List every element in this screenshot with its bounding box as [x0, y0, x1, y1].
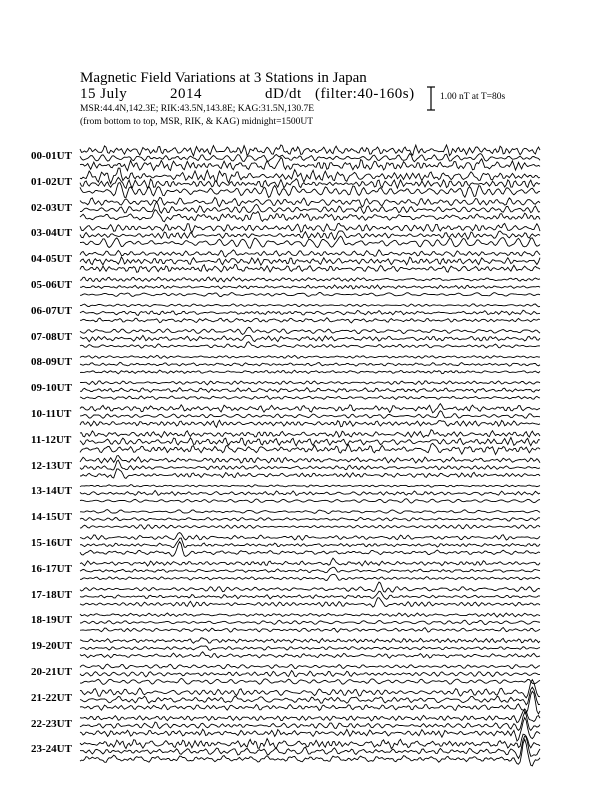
station-coordinates: MSR:44.4N,142.3E; RIK:43.5N,143.8E; KAG:31.5N,130.7E — [80, 104, 315, 114]
hour-label: 14-15UT — [31, 511, 72, 524]
hour-label: 02-03UT — [31, 201, 72, 214]
date-day: 15 July — [80, 86, 128, 102]
trace-rik-15-16UT — [80, 538, 540, 548]
trace-rik-00-01UT — [80, 154, 540, 162]
hour-label: 17-18UT — [31, 588, 72, 601]
trace-msr-11-12UT — [80, 443, 540, 454]
trace-kag-09-10UT — [80, 381, 540, 385]
trace-msr-12-13UT — [80, 469, 540, 478]
hour-label: 15-16UT — [31, 537, 72, 549]
trace-kag-01-02UT — [80, 168, 540, 183]
trace-rik-07-08UT — [80, 335, 540, 341]
station-order-note: (from bottom to top, MSR, RIK, & KAG) midnight=1500UT — [80, 117, 314, 127]
trace-msr-10-11UT — [80, 420, 540, 427]
chart-title: Magnetic Field Variations at 3 Stations in Japan — [80, 70, 367, 86]
trace-kag-05-06UT — [80, 277, 540, 282]
trace-msr-07-08UT — [80, 342, 540, 348]
trace-rik-23-24UT — [80, 736, 540, 758]
trace-kag-10-11UT — [80, 404, 540, 413]
hour-label: 09-10UT — [31, 382, 72, 395]
trace-msr-08-09UT — [80, 370, 540, 374]
trace-kag-13-14UT — [80, 485, 540, 488]
hour-label: 18-19UT — [31, 614, 72, 627]
trace-kag-06-07UT — [80, 304, 540, 307]
scale-bar — [427, 87, 435, 110]
trace-rik-13-14UT — [80, 491, 540, 496]
trace-kag-15-16UT — [80, 533, 540, 541]
hour-label: 12-13UT — [31, 459, 72, 472]
hour-label: 11-12UT — [31, 433, 72, 446]
trace-kag-07-08UT — [80, 327, 540, 334]
trace-kag-23-24UT — [80, 734, 540, 748]
trace-kag-11-12UT — [80, 430, 540, 438]
trace-msr-06-07UT — [80, 318, 540, 323]
trace-kag-16-17UT — [80, 558, 540, 566]
trace-msr-19-20UT — [80, 652, 540, 658]
hour-label: 16-17UT — [31, 562, 72, 575]
trace-rik-04-05UT — [80, 257, 540, 265]
trace-msr-03-04UT — [80, 236, 540, 248]
trace-kag-22-23UT — [80, 709, 540, 723]
hour-label: 19-20UT — [31, 640, 72, 653]
trace-kag-14-15UT — [80, 510, 540, 514]
trace-msr-00-01UT — [80, 157, 540, 170]
trace-msr-09-10UT — [80, 396, 540, 400]
trace-msr-15-16UT — [80, 542, 540, 557]
hour-label: 10-11UT — [31, 408, 72, 420]
trace-rik-05-06UT — [80, 285, 540, 289]
hour-label: 22-23UT — [31, 717, 72, 730]
trace-msr-18-19UT — [80, 628, 540, 633]
trace-kag-17-18UT — [80, 582, 540, 592]
trace-rik-09-10UT — [80, 388, 540, 393]
trace-kag-19-20UT — [80, 638, 540, 643]
trace-rik-11-12UT — [80, 438, 540, 446]
hour-label: 00-01UT — [31, 150, 72, 162]
trace-rik-22-23UT — [80, 712, 540, 730]
date-year: 2014 — [170, 86, 202, 102]
trace-rik-06-07UT — [80, 310, 540, 315]
trace-msr-13-14UT — [80, 499, 540, 503]
trace-msr-05-06UT — [80, 293, 540, 297]
trace-rik-20-21UT — [80, 671, 540, 677]
trace-msr-14-15UT — [80, 525, 540, 530]
trace-kag-02-03UT — [80, 197, 540, 207]
trace-rik-17-18UT — [80, 591, 540, 599]
hour-label: 06-07UT — [31, 304, 72, 317]
trace-kag-20-21UT — [80, 664, 540, 669]
trace-rik-14-15UT — [80, 517, 540, 521]
trace-kag-12-13UT — [80, 456, 540, 464]
hour-label: 20-21UT — [31, 666, 72, 678]
trace-rik-08-09UT — [80, 362, 540, 366]
hour-label: 04-05UT — [31, 253, 72, 266]
trace-msr-17-18UT — [80, 598, 540, 607]
hour-label: 21-22UT — [31, 691, 72, 704]
trace-msr-20-21UT — [80, 678, 540, 684]
hour-label: 23-24UT — [31, 743, 72, 756]
trace-kag-08-09UT — [80, 355, 540, 358]
trace-kag-03-04UT — [80, 223, 540, 232]
quantity-label: dD/dt — [265, 86, 302, 102]
trace-rik-03-04UT — [80, 231, 540, 240]
hour-label: 13-14UT — [31, 485, 72, 498]
trace-kag-00-01UT — [80, 145, 540, 156]
hour-label: 01-02UT — [31, 175, 72, 188]
hour-label: 07-08UT — [31, 330, 72, 343]
trace-msr-22-23UT — [80, 718, 540, 742]
hour-label: 05-06UT — [31, 279, 72, 291]
trace-kag-04-05UT — [80, 250, 540, 257]
trace-rik-10-11UT — [80, 411, 540, 419]
trace-rik-19-20UT — [80, 646, 540, 651]
trace-kag-18-19UT — [80, 613, 540, 617]
scale-label: 1.00 nT at T=80s — [440, 92, 506, 102]
trace-rik-18-19UT — [80, 620, 540, 625]
trace-msr-04-05UT — [80, 264, 540, 272]
filter-label: (filter:40-160s) — [315, 86, 415, 102]
hour-label: 08-09UT — [31, 356, 72, 369]
hour-label: 03-04UT — [31, 227, 72, 240]
trace-msr-16-17UT — [80, 574, 540, 580]
trace-rik-16-17UT — [80, 567, 540, 573]
